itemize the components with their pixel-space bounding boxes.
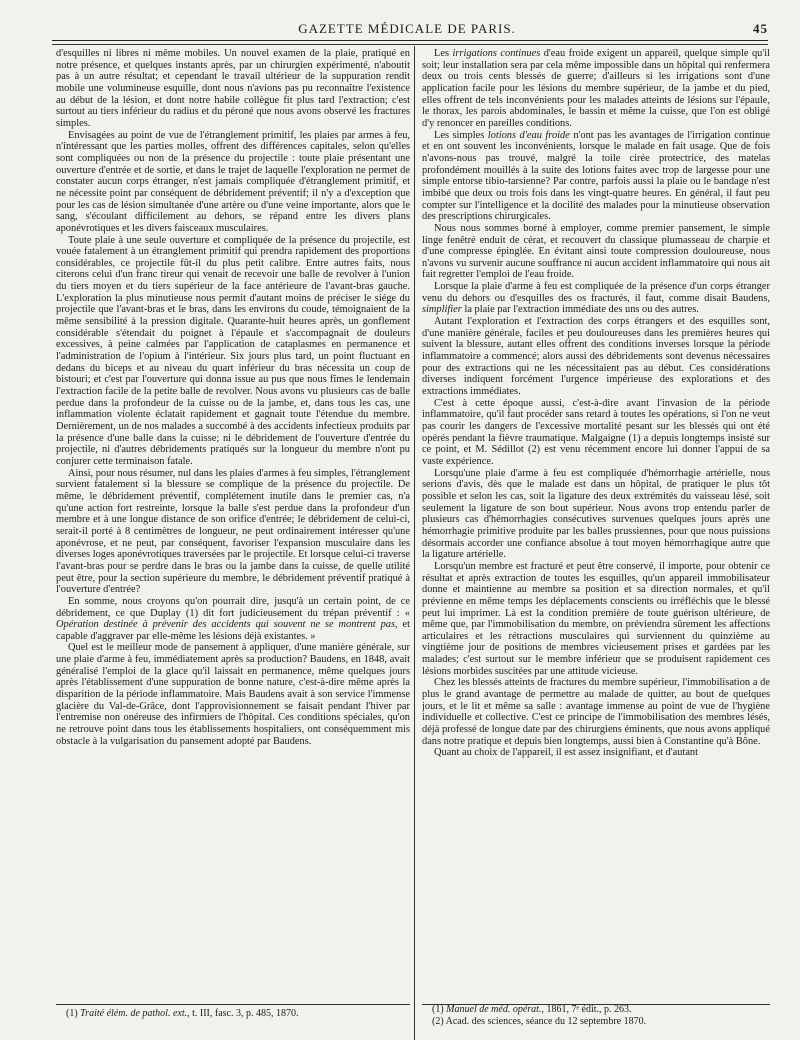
paragraph: Quel est le meilleur mode de pansement à appliquer, d'une manière générale, sur une plaie d'arme à feu, immédiatement après sa production? Baudens, en 1848, avait généralisé l'emploi de la glace qu'il laissait en permanence, même quelques jours après l'établissement d'une suppuration de bonne nature, c'est-à-dire même après la disparition de la période inflammatoire. Mais Baudens avait à son service l'immense glacière du Val-de-Grâce, dont l'approvisionnement se faisait pendant l'hiver par l'entremise non onéreuse des infirmiers de l'hôpital. Ces conditions spéciales, qu'on ne retrouve point dans tous les établissements hospitaliers, ont conséquemment mis obstacle à la vulgarisation du pansement adopté par Baudens.: [56, 642, 410, 747]
paragraph: C'est à cette époque aussi, c'est-à-dire avant l'invasion de la période inflammatoire, qu'il faut procéder sans retard à toutes les opérations, si l'on ne veut pas courir les dangers de l'excessive mortalité pesant sur les blessés qui ont été opérés pendant la fièvre traumatique. Malgaigne (1) a depuis longtemps insisté sur ce point, et M. Sédillot (2) est venu récemment encore lui donner l'appui de sa vaste expérience.: [422, 397, 770, 467]
journal-title: GAZETTE MÉDICALE DE PARIS.: [298, 21, 516, 36]
paragraph: Les simples lotions d'eau froide n'ont pas les avantages de l'irrigation continue et en ont souvent les inconvénients, lorsque le malade en fait usage. Que de fois n'avons-nous pas trouvé, malgré la toile cirée protectrice, des matelas profondément mouillés à la suite des lotions faites avec trop de largesse pour une simple entorse tibio-tarsienne? Par contre, parfois aussi la plaie ou le bandage n'est imbibé que deux ou trois fois dans les vingt-quatre heures. En général, il faut peu compter sur l'intelligence et la docilité des malades pour la minutieuse observation des prescriptions chirurgicales.: [422, 129, 770, 223]
paragraph: Chez les blessés atteints de fractures du membre supérieur, l'immobilisation a de plus le grand avantage de permettre au malade de quitter, au bout de quelques jours, et le lit et même sa salle : avantage immense au point de vue de l'hygiène individuelle et collective. C'est ce principe de l'immobilisation des membres lésés, déjà professé de longue date par des chirurgiens éminents, que nous avons appliqué dans notre pratique et depuis bien longtemps, aussi bien à Constantine qu'à Bône.: [422, 677, 770, 747]
footnotes-right: [432, 1004, 768, 1028]
footnote-rule-left: [56, 1004, 410, 1005]
header-rule: [52, 40, 768, 41]
page-header: [46, 18, 768, 40]
paragraph: Nous nous sommes borné à employer, comme premier pansement, le simple linge fenêtré enduit de cérat, et recouvert du classique plumasseau de charpie et d'une compresse épinglée. En évitant ainsi toute compression douloureuse, nous n'avons vu survenir aucune souffrance ni aucun accident inflammatoire qui nous ait fait regretter l'emploi de l'eau froide.: [422, 222, 770, 281]
left-column: [56, 48, 410, 958]
emphasis: simplifier: [422, 304, 462, 316]
paragraph: Lorsqu'une plaie d'arme à feu est compliquée d'hémorrhagie artérielle, nous serions d'avis, dès que le malade est dans un hôpital, de pratiquer le plus tôt possible et selon les cas, soit la ligature des deux extrémités du vaisseau lésé, soit seulement la ligature de son bout supérieur. Nous avons trop entendu parler de plusieurs cas d'hémorrhagies consécutives survenues quelques jours après une hémorrhagie primitive produite par les balles prussiennes, pour que nous puissions désormais accorder une confiance absolue à tout moyen hémorrhagique autre que la ligature artérielle.: [422, 467, 770, 561]
footnote: (1) Manuel de méd. opérat., 1861, 7ᵉ édit., p. 263.: [432, 1004, 632, 1015]
column-divider: [414, 46, 415, 1040]
emphasis: irrigations continues: [452, 48, 541, 59]
emphasis: lotions d'eau froide: [487, 129, 570, 141]
paragraph: d'esquilles ni libres ni même mobiles. Un nouvel examen de la plaie, pratiqué en notre présence, et quelques instants après, par un chirurgien expérimenté, n'aboutit pas à un autre résultat; et cependant le travail ultérieur de la suppuration rendit mobile une volumineuse esquille, dont nous n'avions pas pu reconnaître l'existence au début de la lésion, et dont notre habile collègue fit plus tard l'extraction; c'est surtout au tiers inférieur du radius et du péroné que nous avons observé les fractures simples.: [56, 48, 410, 129]
paragraph: Les irrigations continues d'eau froide exigent un appareil, quelque simple qu'il soit; leur installation sera par cela même impossible dans un hôpital qui renfermera deux ou trois cents blessés de guerre; d'ailleurs si les irrigations sont d'une application facile pour les lésions du membre supérieur, de la jambe et du pied, elles offrent de tels inconvénients pour les malades atteints de lésions sur l'épaule, le thorax, les parois abdominales, le bassin et même la cuisse, que l'on est obligé d'y renoncer en pareilles conditions.: [422, 48, 770, 129]
paragraph: Autant l'exploration et l'extraction des corps étrangers et des esquilles sont, d'une manière générale, faciles et peu douloureuses dans les premières heures qui suivent la blessure, autant elles offrent des conditions inverses lorsque la période inflammatoire a commencé; alors aussi des débridements sont devenus nécessaires pour des extractions qui ne les nécessitaient pas au début. Ces considérations diverses indiquent forcément l'urgence impérieuse des explorations et des extractions immédiates.: [422, 316, 770, 398]
footnote: (1) Traité élém. de pathol. ext., t. III, fasc. 3, p. 485, 1870.: [66, 1008, 299, 1019]
paragraph: Lorsque la plaie d'arme à feu est compliquée de la présence d'un corps étranger venu du dehors ou d'esquilles des os fracturés, il faut, comme disait Baudens, simplifier la plaie par l'extraction immédiate des uns ou des autres.: [422, 281, 770, 316]
paragraph: Toute plaie à une seule ouverture et compliquée de la présence du projectile, est vouée fatalement à un étranglement primitif qui prendra rapidement des proportions considérables, ce projectile fût-il du plus petit calibre. Entre autres faits, nous citerons celui d'un franc tireur qui venait de recevoir une balle de revolver à l'union du tiers moyen et du tiers supérieur de la face antérieure de l'avant-bras gauche. L'exploration la plus minutieuse nous permit d'autant moins de préciser le siége du projectile que l'avant-bras et le bras, dans les environs du coude, témoignaient de la même sensibilité à la pression digitale. Quarante-huit heures après, un gonflement considérable s'étendait du poignet à l'épaule et s'accompagnait de douleurs excessives, à peine calmées par l'application de cataplasmes en permanence et l'administration de l'opium à l'intérieur. Six jours plus tard, un point fluctuant en dedans du biceps et au niveau du quart inférieur du bras nécessita un coup de bistouri; et c'est par l'ouverture qui donna issue au pus que nous fîmes le lendemain l'extraction facile de la petite balle de revolver. Nous avons vu plusieurs cas de balle perdue dans la profondeur de la cuisse ou de la jambe, et, dans tous les cas, une inflammation violente éclatait rapidement et gagnait toute l'étendue du membre. Dernièrement, un de nos malades a succombé à des accidents infectieux produits par la présence d'une balle dans la cuisse; ni le débridement de l'ouverture d'entrée du projectile, ni d'autres débridements pratiqués sur la longueur du membre n'ont pu conjurer cette terminaison fatale.: [56, 234, 410, 467]
paragraph: Ainsi, pour nous résumer, nul dans les plaies d'armes à feu simples, l'étranglement survient fatalement si la blessure se complique de la présence du projectile. De même, le débridement préventif, complétement inutile dans le premier cas, n'a qu'une action fort restreinte, lorsque la balle s'est perdue dans la profondeur d'un membre et à une longue distance de son orifice d'entrée; le débridement de celui-ci, serait-il porté à 8 centimètres de longueur, ne peut ordinairement intéresser qu'une aponévrose, et ne peut, par conséquent, favoriser l'expansion musculaire dans les diverses loges aponévrotiques traversées par le projectile. Et lorsque celui-ci traverse l'avant-bras pour se perdre dans le bras ou la jambe dans la cuisse, de quelle utilité peut être, pour la section supérieure du membre, le débridement préventif pratiqué à l'ouverture d'entrée?: [56, 467, 410, 596]
footnotes-left: [66, 1008, 406, 1020]
paragraph: Quant au choix de l'appareil, il est assez insignifiant, et d'autant: [434, 747, 699, 759]
header-rule-thin: [52, 44, 768, 45]
page-number: 45: [753, 21, 768, 36]
paragraph: Lorsqu'un membre est fracturé et peut être conservé, il importe, pour obtenir ce résultat et après extraction de toutes les esquilles, qu'un appareil immobilisateur donne et maintienne au membre sa position et sa direction normales, et qu'il prévienne en même temps les déplacements conscients ou irréfléchis que le blessé peut lui imprimer. Là est la condition première de toute guérison ultérieure, de même que, par l'immobilisation du membre, on préviendra sûrement les affections articulaires et les rétractions musculaires qui surviennent du quinzième au vingtième jour de positions de membres vicieusement prises et gardées par les malades; c'est surtout sur le membre inférieur que se produisent rapidement ces lésions morbides suscitées par une attitude vicieuse.: [422, 560, 770, 677]
right-column: [422, 48, 770, 958]
emphasis: Opération destinée à prévenir des accidents qui souvent ne se montrent pas: [56, 619, 396, 631]
paragraph: En somme, nous croyons qu'on pourrait dire, jusqu'à un certain point, de ce débridement, ce que Duplay (1) dit fort judicieusement du trépan préventif : « Opération destinée à prévenir des accidents qui souvent ne se montrent pas, et capable d'aggraver par elle-même les lésions déjà existantes. »: [56, 595, 410, 642]
paragraph: Envisagées au point de vue de l'étranglement primitif, les plaies par armes à feu, n'intéressant que les parties molles, offrent des différences capitales, selon qu'elles sont compliquées ou non de la présence du projectile : toute plaie présentant une ouverture d'entrée et de sortie, et dans le trajet de laquelle l'exploration ne permet de constater aucun corps étranger, n'est jamais compliquée d'étranglement primitif, et ne nécessite point par conséquent de débridement préventif; il n'y a d'exception que pour les cas de lésion simultanée d'une artère ou d'une veine importante, alors que le sang, s'écoulant difficilement au dehors, se répand entre les divers plans aponévrotiques et les divers faisceaux musculaires.: [56, 129, 410, 234]
footnote: (2) Acad. des sciences, séance du 12 septembre 1870.: [432, 1016, 647, 1027]
